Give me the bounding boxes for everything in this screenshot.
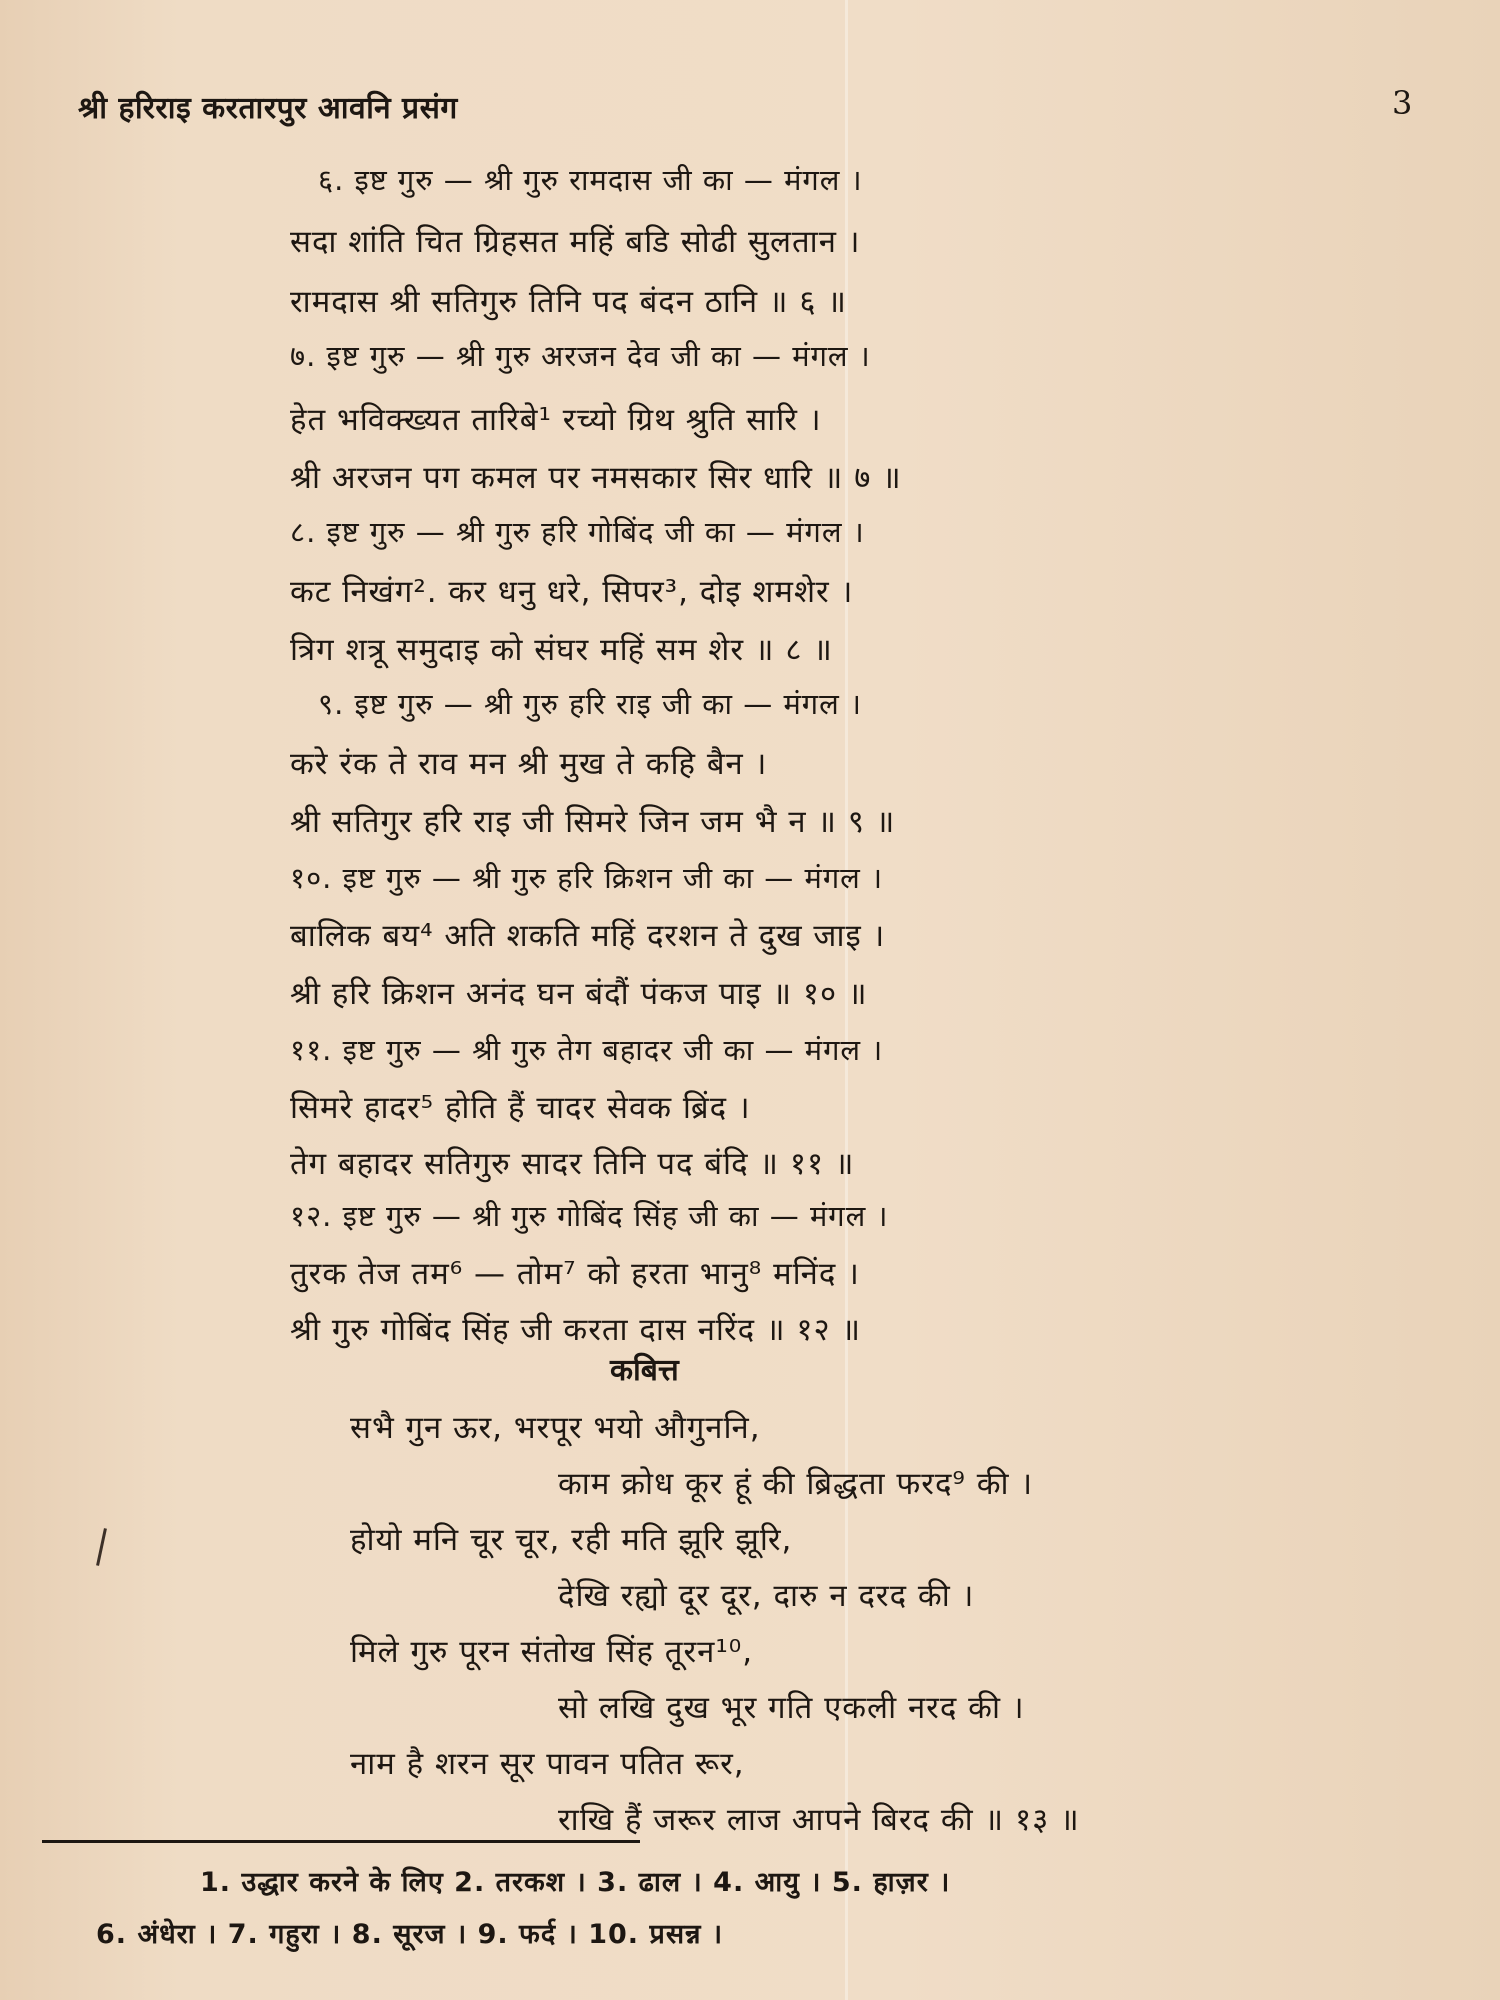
kabitt-line: मिले गुरु पूरन संतोख सिंह तूरन¹⁰, bbox=[350, 1634, 754, 1670]
verse-line: सिमरे हादर⁵ होति हैं चादर सेवक ब्रिंद । bbox=[290, 1090, 751, 1126]
verse-line: बालिक बय⁴ अति शकति महिं दरशन ते दुख जाइ । bbox=[290, 918, 886, 954]
verse-line: ८. इष्ट गुरु — श्री गुरु हरि गोबिंद जी का — मंगल । bbox=[290, 515, 865, 549]
kabitt-line: नाम है शरन सूर पावन पतित रूर, bbox=[350, 1746, 745, 1782]
kabitt-line: देखि रह्यो दूर दूर, दारु न दरद की । bbox=[558, 1578, 975, 1614]
kabitt-line: काम क्रोध कूर हूं की ब्रिद्धता फरद⁹ की । bbox=[558, 1466, 1034, 1502]
verse-line: कट निखंग². कर धनु धरे, सिपर³, दोइ शमशेर । bbox=[290, 574, 854, 610]
footnote-rule bbox=[42, 1840, 640, 1843]
footnote-line: 6. अंधेरा । 7. गहुरा । 8. सूरज । 9. फर्द । 10. प्रसन्न । bbox=[96, 1919, 724, 1950]
verse-line: त्रिग शत्रू समुदाइ को संघर महिं सम शेर ॥ ८ ॥ bbox=[290, 632, 833, 668]
kabitt-line: सभै गुन ऊर, भरपूर भयो औगुननि, bbox=[350, 1410, 761, 1446]
verse-line: करे रंक ते राव मन श्री मुख ते कहि बैन । bbox=[290, 746, 768, 782]
verse-line: सदा शांति चित ग्रिहसत महिं बडि सोढी सुलतान । bbox=[290, 224, 861, 260]
verse-line: ७. इष्ट गुरु — श्री गुरु अरजन देव जी का — मंगल । bbox=[290, 339, 871, 373]
verse-line: ९. इष्ट गुरु — श्री गुरु हरि राइ जी का — मंगल । bbox=[318, 687, 862, 721]
kabitt-heading: कबित्त bbox=[610, 1353, 679, 1388]
kabitt-line: होयो मनि चूर चूर, रही मति झूरि झूरि, bbox=[350, 1522, 793, 1558]
running-header-title: श्री हरिराइ करतारपुर आवनि प्रसंग bbox=[78, 91, 458, 126]
page-number: 3 bbox=[1392, 84, 1413, 122]
kabitt-line: राखि हैं जरूर लाज आपने बिरद की ॥ १३ ॥ bbox=[558, 1802, 1080, 1838]
verse-line: १२. इष्ट गुरु — श्री गुरु गोबिंद सिंह जी का — मंगल । bbox=[290, 1199, 889, 1233]
verse-line: श्री हरि क्रिशन अनंद घन बंदौं पंकज पाइ ॥ १० ॥ bbox=[290, 976, 868, 1012]
verse-line: तेग बहादर सतिगुरु सादर तिनि पद बंदि ॥ ११ ॥ bbox=[290, 1146, 855, 1182]
verse-line: ६. इष्ट गुरु — श्री गुरु रामदास जी का — मंगल । bbox=[318, 163, 863, 197]
verse-line: श्री अरजन पग कमल पर नमसकार सिर धारि ॥ ७ ॥ bbox=[290, 460, 902, 496]
kabitt-line: सो लखि दुख भूर गति एकली नरद की । bbox=[558, 1690, 1025, 1726]
verse-line: रामदास श्री सतिगुरु तिनि पद बंदन ठानि ॥ ६ ॥ bbox=[290, 284, 847, 320]
verse-line: श्री गुरु गोबिंद सिंह जी करता दास नरिंद ॥ १२ ॥ bbox=[290, 1312, 862, 1348]
verse-line: ११. इष्ट गुरु — श्री गुरु तेग बहादर जी का — मंगल । bbox=[290, 1033, 884, 1067]
verse-line: श्री सतिगुर हरि राइ जी सिमरे जिन जम भै न ॥ ९ ॥ bbox=[290, 804, 896, 840]
verse-line: तुरक तेज तम⁶ — तोम⁷ को हरता भानु⁸ मनिंद । bbox=[290, 1256, 860, 1292]
verse-line: हेत भविक्ख्यत तारिबे¹ रच्यो ग्रिथ श्रुति सारि । bbox=[290, 402, 822, 438]
footnote-line: 1. उद्धार करने के लिए 2. तरकश । 3. ढाल । 4. आयु । 5. हाज़र । bbox=[200, 1867, 951, 1898]
pencil-mark bbox=[96, 1528, 107, 1566]
verse-line: १०. इष्ट गुरु — श्री गुरु हरि क्रिशन जी का — मंगल । bbox=[290, 861, 884, 895]
